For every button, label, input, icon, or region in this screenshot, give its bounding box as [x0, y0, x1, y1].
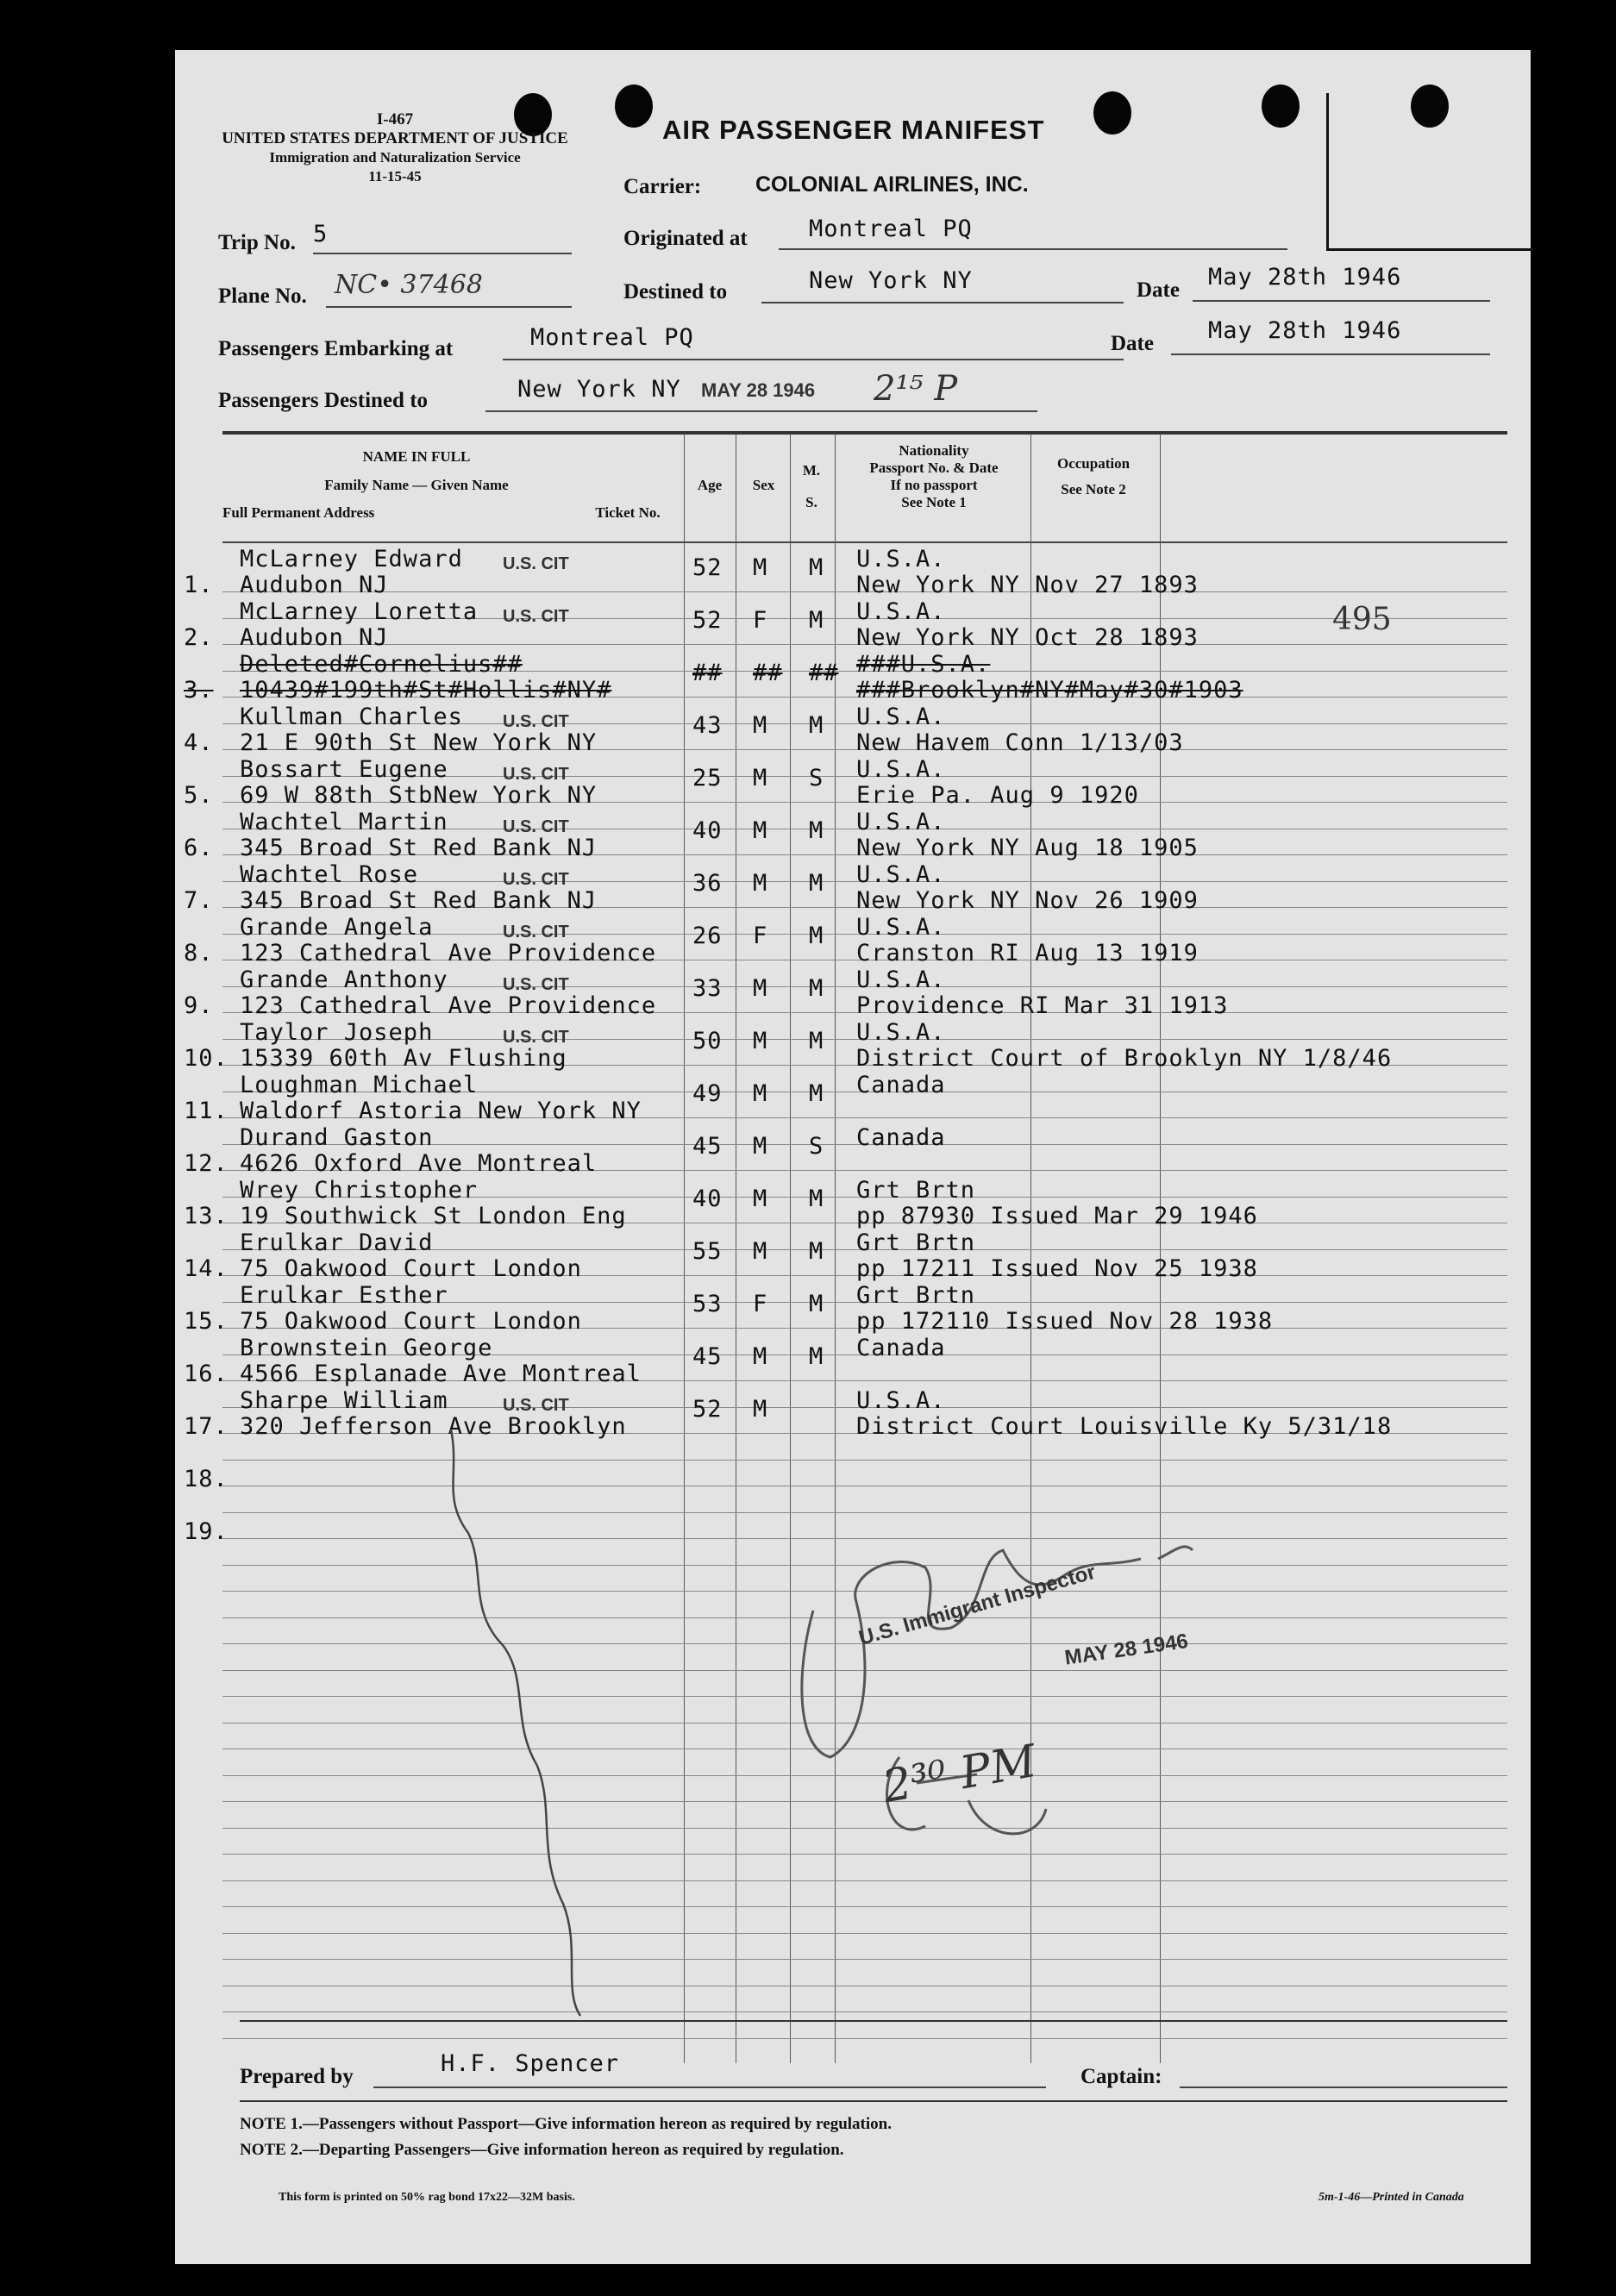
passenger-marital: M	[809, 607, 824, 634]
date2-underline	[1171, 353, 1490, 355]
passenger-marital: M	[809, 923, 824, 949]
passenger-sex: M	[753, 1133, 768, 1160]
passenger-sex: F	[753, 923, 768, 949]
plane-underline	[326, 306, 572, 308]
embarking-label: Passengers Embarking at	[218, 337, 454, 360]
passenger-passport: pp 172110 Issued Nov 28 1938	[856, 1308, 1274, 1335]
passenger-nationality: U.S.A.	[856, 914, 946, 941]
passenger-name: Erulkar Esther	[240, 1282, 448, 1309]
captain-underline	[1180, 2086, 1507, 2088]
passenger-passport: ###Brooklyn#NY#May#30#1903	[856, 677, 1243, 704]
passenger-row	[175, 1387, 1531, 1440]
inspector-stamp-date: MAY 28 1946	[1063, 1629, 1190, 1670]
embarking-underline	[503, 359, 1124, 360]
passenger-row	[175, 1072, 1531, 1124]
prepared-label: Prepared by	[240, 2065, 354, 2088]
passenger-name: Grande Anthony	[240, 967, 448, 993]
received-stamp-date: MAY 28 1946	[701, 379, 816, 401]
date-value: May 28th 1946	[1208, 264, 1402, 291]
passenger-name: Brownstein George	[240, 1335, 493, 1361]
passenger-name: Grande Angela	[240, 914, 434, 941]
captain-label: Captain:	[1080, 2065, 1162, 2088]
passenger-nationality: U.S.A.	[856, 967, 946, 993]
citizen-mark: U.S. CIT	[503, 975, 569, 994]
passenger-age: 50	[692, 1028, 723, 1054]
passenger-nationality: U.S.A.	[856, 704, 946, 730]
passenger-row	[175, 704, 1531, 756]
passenger-marital: M	[809, 1080, 824, 1107]
passenger-name: Durand Gaston	[240, 1124, 434, 1151]
passenger-marital: M	[809, 1238, 824, 1265]
passenger-marital: M	[809, 817, 824, 844]
row-number: 4.	[184, 729, 214, 756]
passenger-nationality: U.S.A.	[856, 546, 946, 572]
trip-label: Trip No.	[218, 231, 296, 254]
passenger-nationality: Canada	[856, 1124, 946, 1151]
citizen-mark: U.S. CIT	[503, 923, 569, 942]
form-block	[214, 110, 576, 186]
passenger-name: Wachtel Martin	[240, 809, 448, 835]
received-hand-time: 2¹⁵ P	[874, 369, 958, 409]
citizen-mark: U.S. CIT	[503, 607, 569, 626]
passenger-sex: M	[753, 1343, 768, 1370]
passenger-passport: New York NY Nov 27 1893	[856, 572, 1199, 598]
passenger-sex: M	[753, 817, 768, 844]
citizen-mark: U.S. CIT	[503, 870, 569, 889]
passenger-sex: M	[753, 1396, 768, 1423]
passenger-row	[175, 914, 1531, 967]
passenger-sex: M	[753, 712, 768, 739]
note-1: NOTE 1.—Passengers without Passport—Give information hereon as required by regulation.	[240, 2115, 892, 2133]
row-number: 8.	[184, 940, 214, 967]
ruled-line	[222, 2011, 1507, 2012]
passenger-passport: New Havem Conn 1/13/03	[856, 729, 1184, 756]
passenger-address: 4566 Esplanade Ave Montreal	[240, 1361, 642, 1387]
row-number: 1.	[184, 572, 214, 598]
punch-hole	[1093, 91, 1131, 135]
passenger-sex: ##	[753, 660, 783, 686]
row-number: 17.	[184, 1413, 229, 1440]
passenger-marital: S	[809, 765, 824, 791]
passenger-marital: M	[809, 1343, 824, 1370]
passenger-address: Audubon NJ	[240, 572, 389, 598]
passenger-nationality: U.S.A.	[856, 756, 946, 783]
passenger-nationality: U.S.A.	[856, 861, 946, 888]
passenger-row	[175, 967, 1531, 1019]
passenger-age: 45	[692, 1343, 723, 1370]
date-underline	[1193, 300, 1490, 302]
passenger-row	[175, 1440, 1531, 1492]
passenger-passport: District Court Louisville Ky 5/31/18	[856, 1413, 1393, 1440]
punch-hole	[1262, 84, 1300, 128]
passenger-name: Wachtel Rose	[240, 861, 419, 888]
passenger-address: 15339 60th Av Flushing	[240, 1045, 567, 1072]
passenger-address: Audubon NJ	[240, 624, 389, 651]
passenger-nationality: Canada	[856, 1072, 946, 1098]
row-number: 15.	[184, 1308, 229, 1335]
passenger-nationality: ###U.S.A.	[856, 651, 991, 678]
col-occupation-line1: Occupation	[1056, 455, 1131, 472]
passenger-passport: District Court of Brooklyn NY 1/8/46	[856, 1045, 1393, 1072]
passenger-address: 123 Cathedral Ave Providence	[240, 992, 657, 1019]
passenger-address: 21 E 90th St New York NY	[240, 729, 598, 756]
passenger-sex: F	[753, 1291, 768, 1317]
destined-pass-underline	[485, 410, 1037, 412]
passenger-age: 52	[692, 1396, 723, 1423]
form-number: I-467	[376, 110, 414, 128]
passenger-row	[175, 546, 1531, 598]
col-nationality-line1: Nationality	[899, 442, 969, 459]
plane-label: Plane No.	[218, 285, 307, 308]
passenger-passport: Cranston RI Aug 13 1919	[856, 940, 1199, 967]
passenger-marital: M	[809, 554, 824, 581]
inspector-signature	[779, 1498, 1262, 1861]
col-nationality-line3: If no passport	[890, 477, 978, 493]
passenger-age: 52	[692, 554, 723, 581]
passenger-marital: M	[809, 975, 824, 1002]
col-address: Full Permanent Address	[222, 504, 375, 521]
passenger-address: 123 Cathedral Ave Providence	[240, 940, 657, 967]
col-age: Age	[697, 477, 723, 493]
note-2: NOTE 2.—Departing Passengers—Give information hereon as required by regulation.	[240, 2141, 844, 2159]
ruled-line	[222, 1880, 1507, 1881]
passenger-age: 33	[692, 975, 723, 1002]
row-number: 11.	[184, 1098, 229, 1124]
row-number: 6.	[184, 835, 214, 861]
passenger-marital: M	[809, 870, 824, 897]
row-number: 16.	[184, 1361, 229, 1387]
footer-rule	[240, 2020, 1507, 2022]
destined-value: New York NY	[809, 267, 973, 294]
inspector-hand-time: 2³⁰ PM	[879, 1735, 1041, 1814]
page-title: AIR PASSENGER MANIFEST	[662, 115, 1045, 145]
passenger-row	[175, 598, 1531, 651]
passenger-row	[175, 1019, 1531, 1072]
col-name-title: NAME IN FULL	[362, 448, 471, 465]
passenger-sex: F	[753, 607, 768, 634]
passenger-row	[175, 1229, 1531, 1282]
passenger-passport: Providence RI Mar 31 1913	[856, 992, 1229, 1019]
passenger-sex: M	[753, 975, 768, 1002]
col-occupation-line2: See Note 2	[1061, 481, 1126, 497]
destined-label: Destined to	[623, 280, 728, 303]
row-number: 14.	[184, 1255, 229, 1282]
passenger-name: Taylor Joseph	[240, 1019, 434, 1046]
carrier-value: COLONIAL AIRLINES, INC.	[755, 172, 1029, 197]
carrier-label: Carrier:	[623, 175, 702, 198]
header-bottom-rule	[222, 541, 1507, 543]
col-ms-s: S.	[805, 494, 817, 510]
passenger-passport: New York NY Oct 28 1893	[856, 624, 1199, 651]
passenger-marital: M	[809, 712, 824, 739]
margin-squiggle	[434, 1421, 623, 2024]
passenger-sex: M	[753, 1238, 768, 1265]
passenger-address: 345 Broad St Red Bank NJ	[240, 835, 598, 861]
citizen-mark: U.S. CIT	[503, 765, 569, 784]
passenger-address: 69 W 88th StbNew York NY	[240, 782, 598, 809]
passenger-row	[175, 1335, 1531, 1387]
passenger-row	[175, 1282, 1531, 1335]
destined-pass-value: New York NY	[517, 376, 681, 403]
passenger-marital: S	[809, 1133, 824, 1160]
passenger-marital: M	[809, 1028, 824, 1054]
passenger-name: Deleted#Cornelius##	[240, 651, 523, 678]
passenger-address: 4626 Oxford Ave Montreal	[240, 1150, 598, 1177]
department-name: UNITED STATES DEPARTMENT OF JUSTICE	[222, 129, 568, 147]
passenger-age: 36	[692, 870, 723, 897]
trip-underline	[313, 253, 572, 254]
passenger-name: Wrey Christopher	[240, 1177, 479, 1204]
plane-value: NC• 37468	[335, 270, 483, 300]
col-name-sub: Family Name — Given Name	[324, 477, 509, 493]
col-ms-m: M.	[802, 462, 821, 479]
passenger-name: Kullman Charles	[240, 704, 463, 730]
row-number: 12.	[184, 1150, 229, 1177]
passenger-passport: New York NY Aug 18 1905	[856, 835, 1199, 861]
passenger-nationality: Grt Brtn	[856, 1177, 976, 1204]
passenger-address: 19 Southwick St London Eng	[240, 1203, 627, 1229]
passenger-name: Erulkar David	[240, 1229, 434, 1256]
passenger-name: Sharpe William	[240, 1387, 448, 1414]
row-number: 9.	[184, 992, 214, 1019]
passenger-sex: M	[753, 870, 768, 897]
notes-rule	[240, 2100, 1507, 2102]
passenger-address: 345 Broad St Red Bank NJ	[240, 887, 598, 914]
passenger-row	[175, 809, 1531, 861]
printer-note-right: 5m-1-46—Printed in Canada	[1318, 2191, 1464, 2204]
passenger-row	[175, 861, 1531, 914]
row-number: 18.	[184, 1466, 229, 1492]
corner-box	[1326, 93, 1533, 251]
inspector-stamp: U.S. Immigrant Inspector	[856, 1560, 1099, 1650]
passenger-age: 40	[692, 1186, 723, 1212]
trip-value: 5	[313, 221, 329, 247]
date2-value: May 28th 1946	[1208, 317, 1402, 344]
punch-hole	[615, 84, 653, 128]
passenger-nationality: Grt Brtn	[856, 1229, 976, 1256]
originated-value: Montreal PQ	[809, 216, 973, 242]
col-occupation	[1033, 455, 1154, 498]
passenger-address: Waldorf Astoria New York NY	[240, 1098, 642, 1124]
passenger-nationality: Grt Brtn	[856, 1282, 976, 1309]
manifest-page	[175, 50, 1531, 2264]
passenger-address: 320 Jefferson Ave Brooklyn	[240, 1413, 627, 1440]
col-nationality	[839, 442, 1029, 511]
ruled-line	[222, 1906, 1507, 1907]
row-number: 7.	[184, 887, 214, 914]
embarking-value: Montreal PQ	[530, 324, 694, 351]
row-number: 19.	[184, 1518, 229, 1545]
passenger-row	[175, 756, 1531, 809]
printer-note-left: This form is printed on 50% rag bond 17x22—32M basis.	[279, 2191, 575, 2204]
passenger-marital: ##	[809, 660, 839, 686]
col-nationality-line2: Passport No. & Date	[869, 460, 999, 476]
passenger-row	[175, 651, 1531, 704]
citizen-mark: U.S. CIT	[503, 817, 569, 836]
row-number: 3.	[184, 677, 214, 704]
originated-label: Originated at	[623, 227, 748, 250]
passenger-nationality: Canada	[856, 1335, 946, 1361]
passenger-nationality: U.S.A.	[856, 1019, 946, 1046]
destined-underline	[761, 302, 1124, 303]
passenger-passport: Erie Pa. Aug 9 1920	[856, 782, 1139, 809]
passenger-name: McLarney Edward	[240, 546, 463, 572]
passenger-age: 55	[692, 1238, 723, 1265]
passenger-row	[175, 1124, 1531, 1177]
passenger-sex: M	[753, 554, 768, 581]
form-date: 11-15-45	[368, 168, 422, 185]
passenger-address: 10439#199th#St#Hollis#NY#	[240, 677, 612, 704]
passenger-age: 26	[692, 923, 723, 949]
originated-underline	[779, 248, 1287, 250]
prepared-value: H.F. Spencer	[441, 2050, 620, 2077]
passenger-age: 45	[692, 1133, 723, 1160]
citizen-mark: U.S. CIT	[503, 554, 569, 573]
col-nationality-line4: See Note 1	[901, 494, 967, 510]
passenger-sex: M	[753, 1186, 768, 1212]
passenger-name: Loughman Michael	[240, 1072, 479, 1098]
citizen-mark: U.S. CIT	[503, 1028, 569, 1047]
passenger-marital: M	[809, 1291, 824, 1317]
passenger-nationality: U.S.A.	[856, 598, 946, 625]
service-name: Immigration and Naturalization Service	[269, 149, 521, 166]
table-top-rule	[222, 431, 1507, 435]
passenger-age: 43	[692, 712, 723, 739]
col-ticket: Ticket No.	[595, 504, 661, 521]
date-label: Date	[1137, 278, 1180, 302]
passenger-age: ##	[692, 660, 723, 686]
passenger-sex: M	[753, 1028, 768, 1054]
passenger-nationality: U.S.A.	[856, 1387, 946, 1414]
destined-pass-label: Passengers Destined to	[218, 389, 429, 412]
citizen-mark: U.S. CIT	[503, 1396, 569, 1415]
passenger-sex: M	[753, 1080, 768, 1107]
passenger-address: 75 Oakwood Court London	[240, 1308, 582, 1335]
passenger-nationality: U.S.A.	[856, 809, 946, 835]
citizen-mark: U.S. CIT	[503, 712, 569, 731]
passenger-age: 49	[692, 1080, 723, 1107]
passenger-age: 25	[692, 765, 723, 791]
passenger-address: 75 Oakwood Court London	[240, 1255, 582, 1282]
ruled-line	[222, 1933, 1507, 1934]
passenger-name: Bossart Eugene	[240, 756, 448, 783]
col-sex: Sex	[752, 477, 775, 493]
passenger-passport: New York NY Nov 26 1909	[856, 887, 1199, 914]
passenger-passport: pp 17211 Issued Nov 25 1938	[856, 1255, 1258, 1282]
row-number: 5.	[184, 782, 214, 809]
ruled-line	[222, 2038, 1507, 2039]
date2-label: Date	[1111, 332, 1154, 355]
passenger-age: 52	[692, 607, 723, 634]
row-number: 10.	[184, 1045, 229, 1072]
passenger-sex: M	[753, 765, 768, 791]
ruled-line	[222, 1959, 1507, 1960]
side-number: 495	[1332, 602, 1392, 637]
passenger-age: 40	[692, 817, 723, 844]
prepared-underline	[373, 2086, 1046, 2088]
passenger-name: McLarney Loretta	[240, 598, 479, 625]
row-number: 2.	[184, 624, 214, 651]
passenger-row	[175, 1177, 1531, 1229]
passenger-marital: M	[809, 1186, 824, 1212]
passenger-passport: pp 87930 Issued Mar 29 1946	[856, 1203, 1258, 1229]
row-number: 13.	[184, 1203, 229, 1229]
passenger-age: 53	[692, 1291, 723, 1317]
